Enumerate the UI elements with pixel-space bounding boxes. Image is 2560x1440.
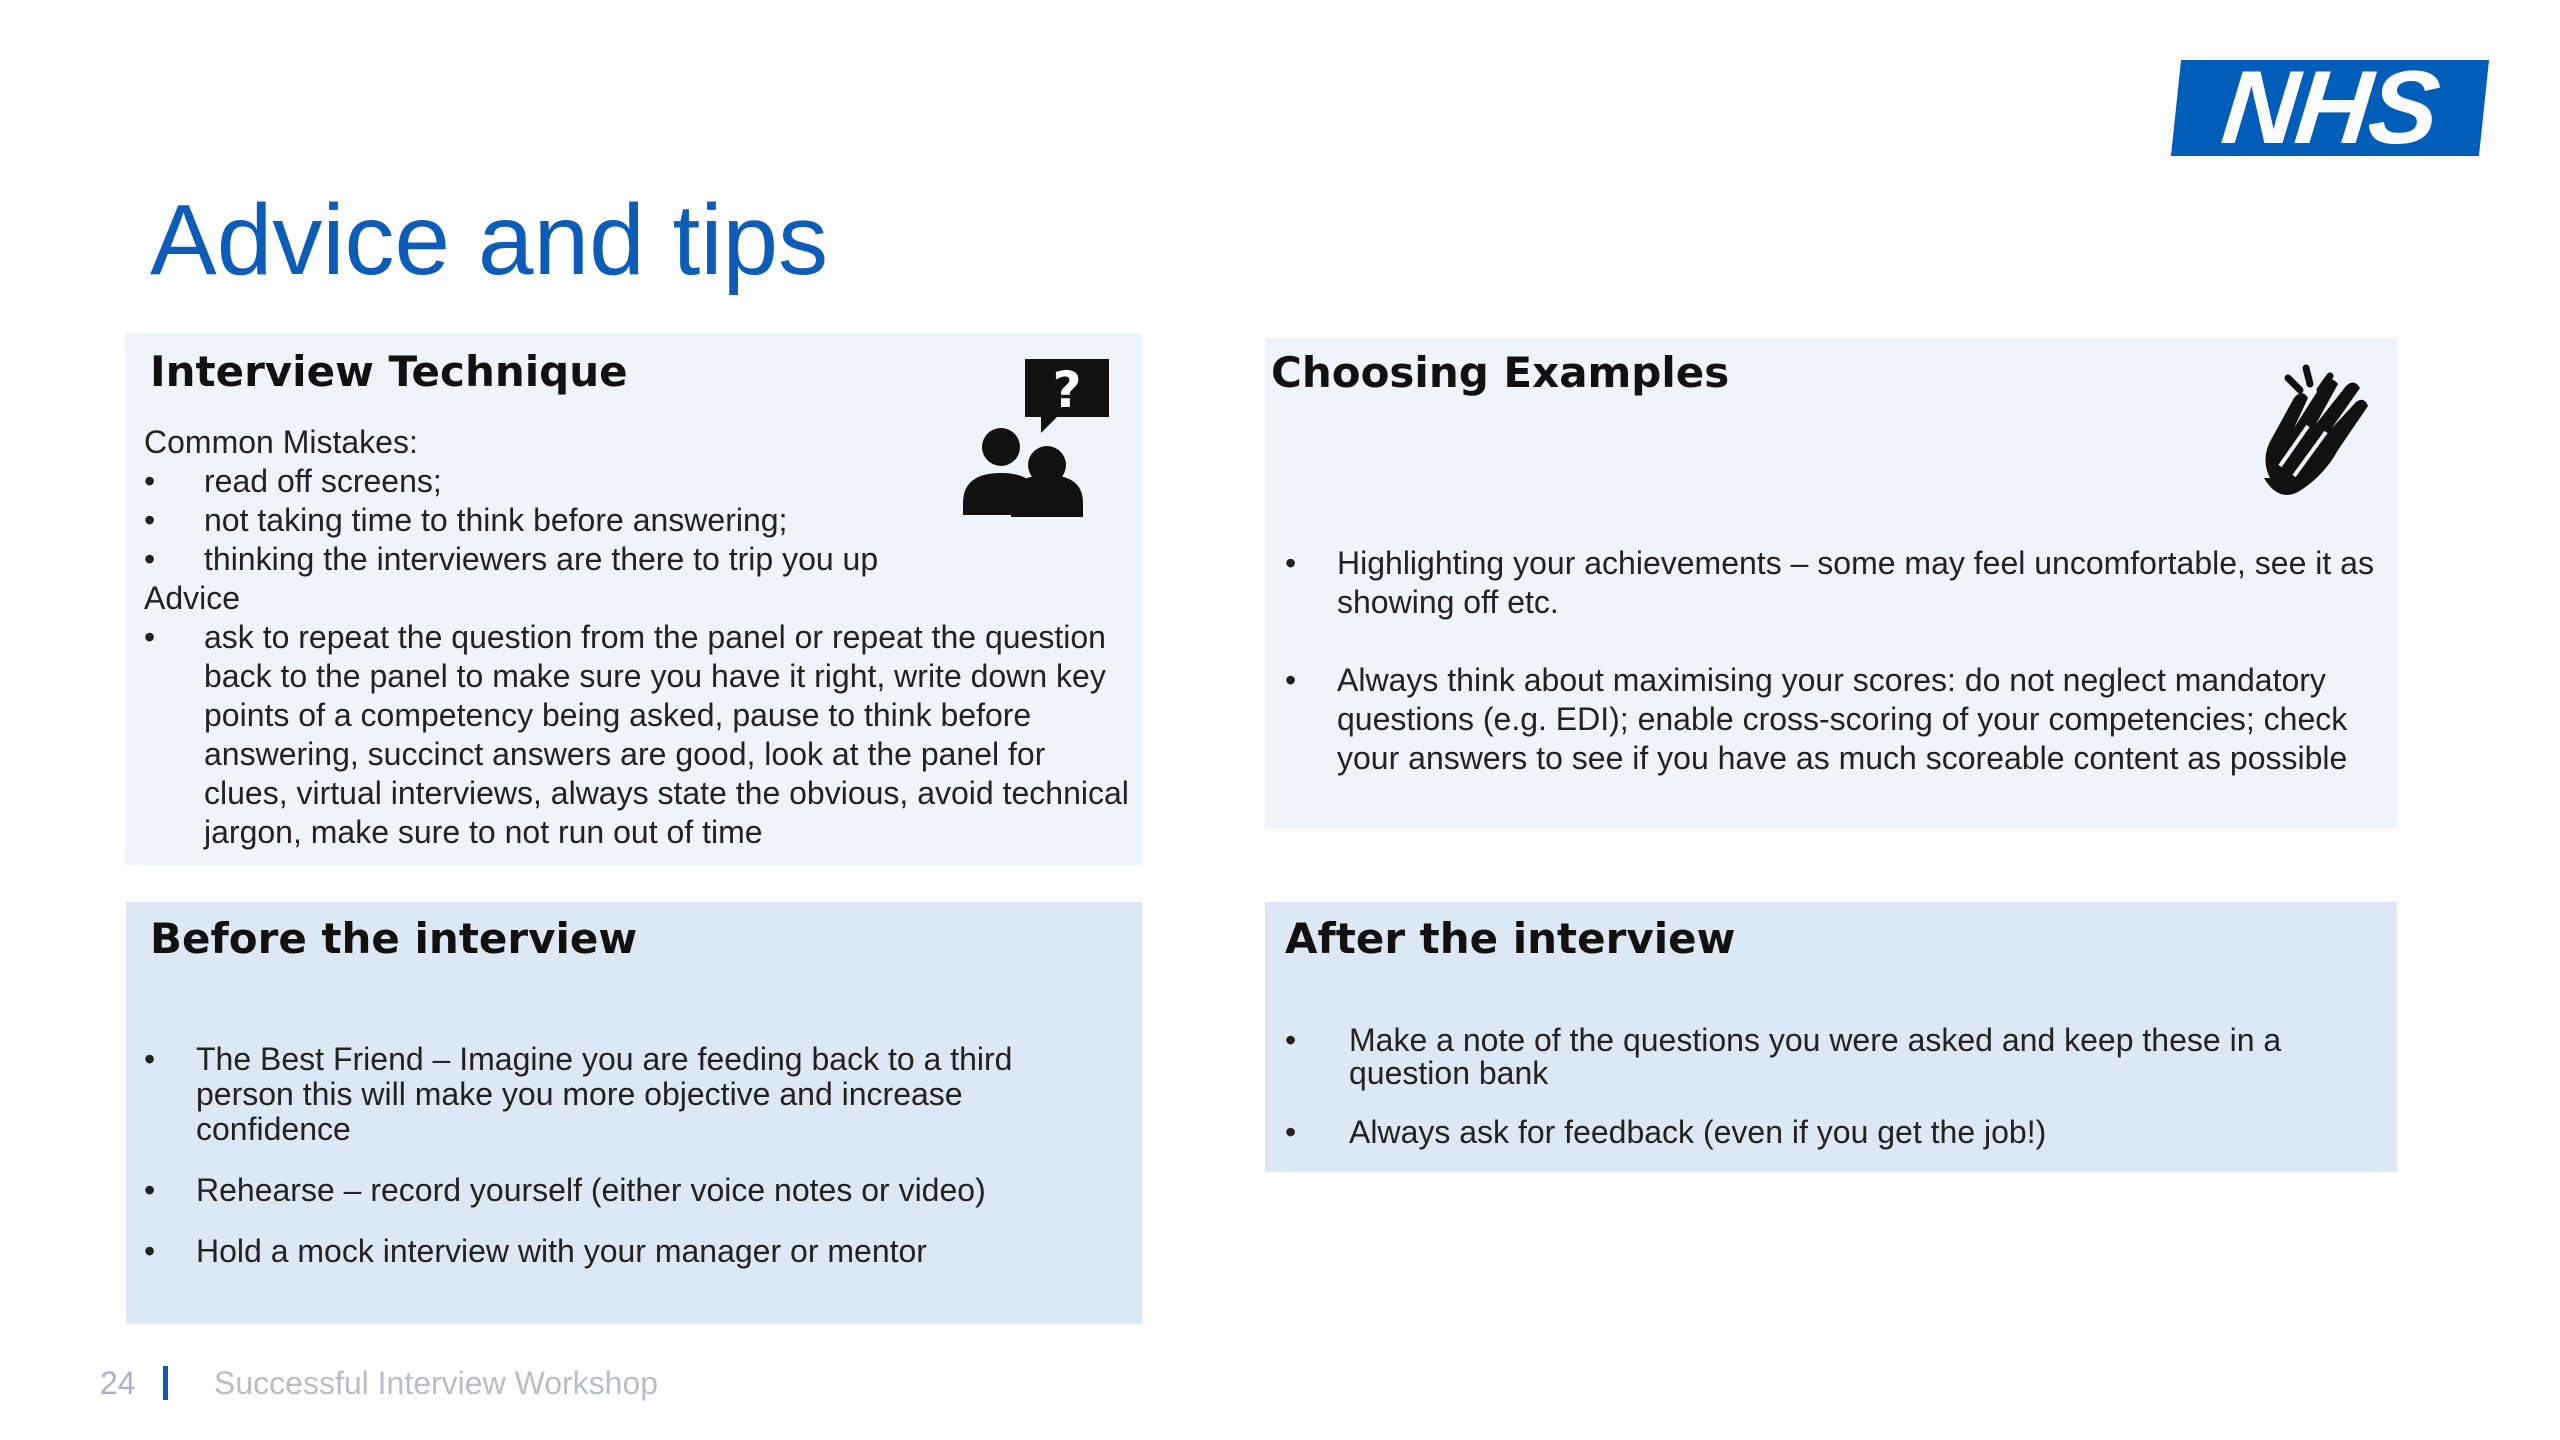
list-item: • read off screens;	[144, 462, 1129, 501]
list-item: • The Best Friend – Imagine you are feeding back to a third person this will make you more objective and increase confidence	[144, 1042, 1024, 1147]
list-item: • Make a note of the questions you were asked and keep these in a question bank	[1285, 1024, 2295, 1090]
list-item: • Always think about maximising your scores: do not neglect mandatory questions (e.g. EDI); enable cross-scoring of your competencies; check your answers to see if you have as much scoreable content as possible	[1285, 661, 2380, 778]
page-number: 24	[100, 1365, 136, 1401]
common-mistakes-label: Common Mistakes:	[144, 424, 418, 460]
before-interview-heading: Before the interview	[150, 914, 638, 963]
after-interview-panel	[1265, 902, 2397, 1172]
page-title: Advice and tips	[150, 184, 829, 296]
choosing-examples-panel	[1265, 338, 2397, 828]
interview-technique-body	[144, 423, 1129, 852]
before-interview-panel	[126, 902, 1142, 1324]
list-item: • ask to repeat the question from the panel or repeat the question back to the panel to make sure you have it right, write down key points of a competency being asked, pause to think before answering, succinct answers are good, look at the panel for clues, virtual interviews, always state the obvious, avoid technical jargon, make sure to not run out of time	[144, 618, 1129, 852]
interview-technique-panel	[125, 333, 1142, 865]
footer-title: Successful Interview Workshop	[214, 1365, 659, 1401]
advice-label: Advice	[144, 580, 241, 616]
clapping-hands-icon	[2250, 358, 2385, 523]
after-interview-body	[1285, 1024, 2295, 1149]
interview-technique-heading: Interview Technique	[150, 347, 628, 396]
choosing-examples-heading: Choosing Examples	[1271, 348, 1730, 397]
list-item: • Highlighting your achievements – some may feel uncomfortable, see it as showing off etc.	[1285, 544, 2380, 622]
list-item: • thinking the interviewers are there to trip you up	[144, 540, 1129, 579]
list-item: • Rehearse – record yourself (either voice notes or video)	[144, 1173, 1024, 1208]
svg-text:?: ?	[1052, 361, 1082, 419]
before-interview-body	[144, 1042, 1024, 1269]
after-interview-heading: After the interview	[1285, 914, 1736, 963]
nhs-logo-text: NHS	[2217, 50, 2443, 166]
footer-divider	[163, 1366, 168, 1400]
list-item: • Always ask for feedback (even if you get the job!)	[1285, 1116, 2295, 1149]
list-item: • not taking time to think before answering;	[144, 501, 1129, 540]
nhs-logo	[2171, 50, 2489, 166]
list-item: • Hold a mock interview with your manager or mentor	[144, 1234, 1024, 1269]
choosing-examples-body	[1285, 544, 2380, 778]
